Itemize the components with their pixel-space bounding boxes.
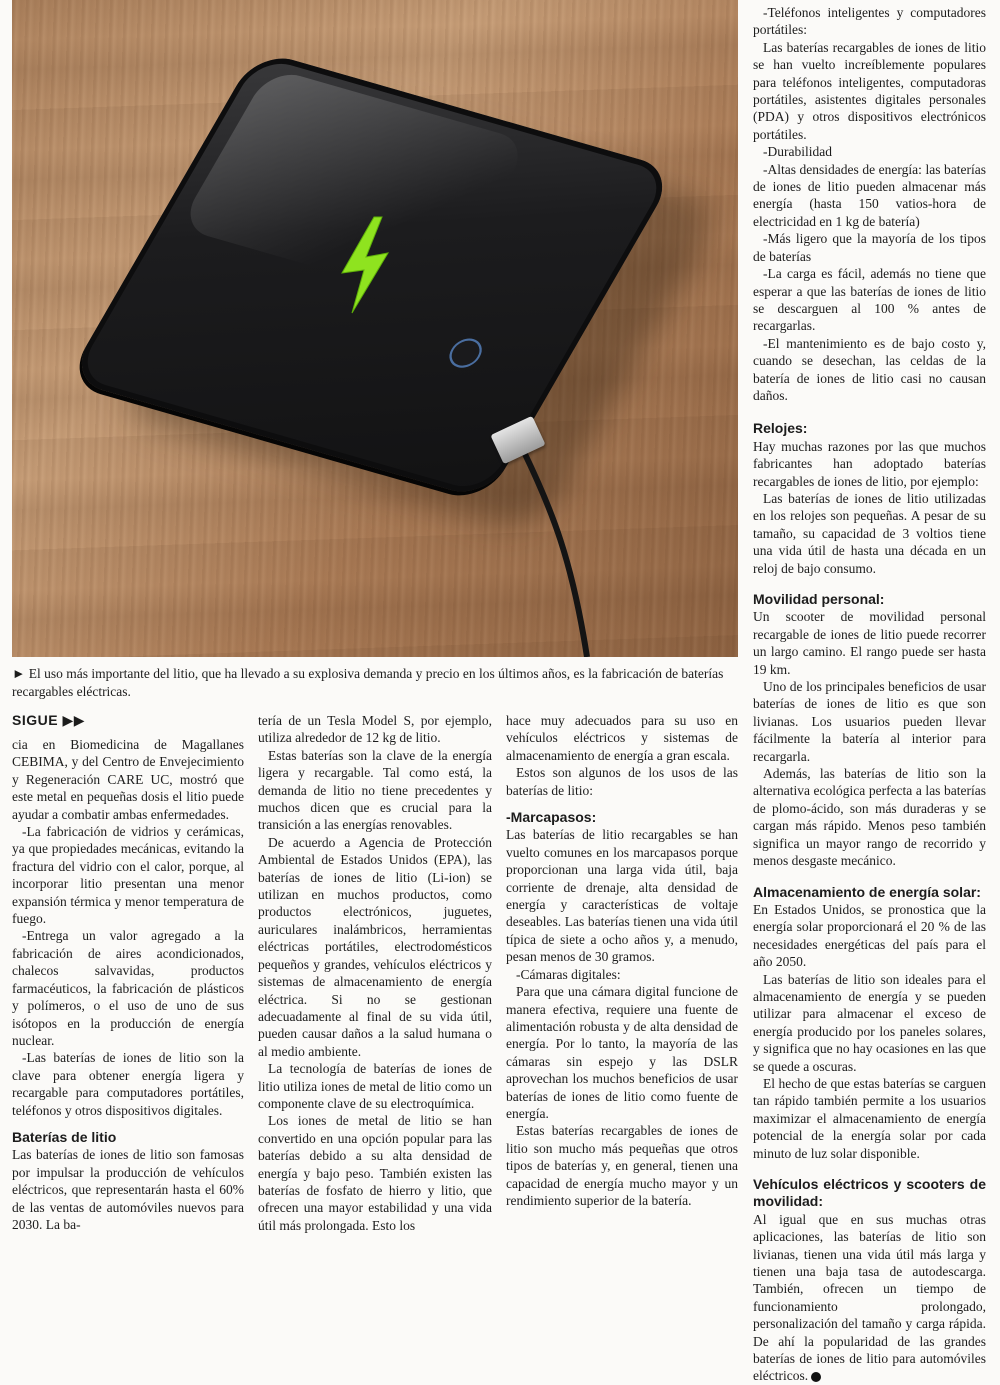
paragraph: -Durabilidad <box>763 144 832 160</box>
article-photo <box>12 0 738 657</box>
paragraph: Estas baterías recargables de iones de litio son mucho más pequeñas que otros tipos de baterías y, en general, tienen una capacidad de energía mucho mayor y un rendimiento superior de la batería. <box>506 1123 738 1208</box>
column-2 <box>258 712 492 1234</box>
paragraph: -El mantenimiento es de bajo costo y, cuando se desechan, las celdas de la batería de iones de litio casi no causan daños. <box>753 335 986 403</box>
paragraph: La tecnología de baterías de iones de litio utiliza iones de metal de litio como un componente clave de su electroquímica. <box>258 1061 492 1111</box>
paragraph: -Altas densidades de energía: las baterías de iones de litio pueden almacenar más energía (hasta 150 vatios-hora de electricidad en 1 kg de batería) <box>753 161 986 229</box>
photo-caption: ► El uso más importante del litio, que ha llevado a su explosiva demanda y precio en los últimos años, es la fabricación de baterías recargables eléctricas. <box>12 666 724 699</box>
paragraph: hace muy adecuados para su uso en vehículos eléctricos y sistemas de almacenamiento de energía a gran escala. <box>506 713 738 763</box>
paragraph: -Más ligero que la mayoría de los tipos de baterías <box>753 231 986 264</box>
section-heading: Relojes: <box>753 420 808 437</box>
paragraph: -Entrega un valor agregado a la fabricación de aires acondicionados, chalecos salvavidas, productos farmacéuticos, la fabricación de plásticos y polímeros, o el uso de uno de sus isótopos en la producción de energía nuclear. <box>12 928 244 1048</box>
section-heading: Baterías de litio <box>12 1128 117 1145</box>
home-button-icon <box>444 335 488 371</box>
end-of-article-icon <box>811 1372 821 1382</box>
paragraph: -Las baterías de iones de litio son la clave para obtener energía ligera y recargable para computadores portátiles, teléfonos y otros dispositivos digitales. <box>12 1050 244 1118</box>
paragraph: Estos son algunos de los usos de las baterías de litio: <box>506 765 738 798</box>
paragraph: Las baterías de litio son ideales para el almacenamiento de energía y se pueden utilizar para almacenar el exceso de energía producido por los paneles solares, y significa que no hay ocasiones en las que se quede a oscuras. <box>753 971 986 1074</box>
continue-marker: SIGUE ▶▶ <box>12 712 85 728</box>
paragraph: cia en Biomedicina de Magallanes CEBIMA, y del Centro de Envejecimiento y Regeneración CARE UC, mostró que este metal en pequeñas dosis el litio puede ayudar a combatir ambas enfermedades. <box>12 737 244 822</box>
paragraph: En Estados Unidos, se pronostica que la energía solar proporcionará el 20 % de las necesidades energéticas del país para el año 2050. <box>753 901 986 970</box>
column-3 <box>506 712 738 1209</box>
column-1 <box>12 736 244 1233</box>
paragraph: -La fabricación de vidrios y cerámicas, ya que propiedades mecánicas, evitando la fractura del vidrio con el calor, porque, al incorporar litio presentan una menor expansión térmica y menor temperatura de fuego. <box>12 824 244 927</box>
section-heading: Movilidad personal: <box>753 591 885 607</box>
paragraph: Para que una cámara digital funcione de manera efectiva, requiere una fuente de alimentación robusta y de alta densidad de energía. Por lo tanto, la mayoría de las cámaras sin espejo y las DSLR aprovechan los muchos beneficios de usar baterías de iones de litio como fuente de energía. <box>506 984 738 1121</box>
section-heading: Almacenamiento de energía solar: <box>753 883 981 900</box>
paragraph: Además, las baterías de litio son la alternativa ecológica perfecta a las baterías de plomo-ácido, son más duraderas y se cargan más rápido. Menos peso también significa un mayor rango de recorrido y menos desgaste mecánico. <box>753 766 986 869</box>
paragraph: De acuerdo a Agencia de Protección Ambiental de Estados Unidos (EPA), las baterías de iones de litio (Li-ion) se utilizan en muchos productos, como productos electrónicos, juguetes, auriculares inalámbricos, herramientas eléctricas portátiles, electrodomésticos pequeños y grandes, vehículos eléctricos y sistemas de almacenamiento de energía eléctrica. Si no se gestionan adecuadamente al final de su vida útil, pueden causar daños a la salud humana o al medio ambiente. <box>258 834 492 1059</box>
lightning-bolt-icon <box>334 215 394 315</box>
paragraph: -Cámaras digitales: <box>516 966 621 982</box>
paragraph: El hecho de que estas baterías se carguen tan rápido también permite a los usuarios maximizar el almacenamiento de energía potencial de la energía solar por cada minuto de luz solar disponible. <box>753 1075 986 1161</box>
paragraph: -Teléfonos inteligentes y computadores portátiles: <box>753 5 986 38</box>
section-heading: Vehículos eléctricos y scooters de movilidad: <box>753 1176 986 1210</box>
paragraph: tería de un Tesla Model S, por ejemplo, utiliza alrededor de 12 kg de litio. <box>258 713 492 746</box>
paragraph: Los iones de metal de litio se han convertido en una opción popular para las baterías debido a su alta densidad de energía y bajo peso. También existen las baterías de fosfato de hierro y litio, que ofrecen una mayor estabilidad y una vida útil más prolongada. Esto los <box>258 1113 492 1233</box>
paragraph: Uno de los principales beneficios de usar baterías de iones de litio es que son livianas. Los usuarios pueden llevar fácilmente la batería al interior para recargarla. <box>753 679 986 764</box>
paragraph-text: Al igual que en sus muchas otras aplicaciones, las baterías de litio son livianas, tienen una vida útil más larga y tienen una baja tasa de autodescarga. También, ofrecen un tiempo de funcionamiento prolongado, personalización del tamaño y carga rápida. De ahí la popularidad de las grandes baterías de iones de litio para automóviles eléctricos. <box>753 1211 986 1384</box>
paragraph: -La carga es fácil, además no tiene que esperar a que las baterías de iones de litio se descarguen al 100 % antes de recargarlas. <box>753 266 986 334</box>
paragraph <box>753 1211 986 1385</box>
paragraph: Estas baterías son la clave de la energía ligera y recargable. Tal como está, la demanda de litio no tiene precedentes y muchos dicen que es crucial para la transición a las energías renovables. <box>258 747 492 833</box>
paragraph: Un scooter de movilidad personal recargable de iones de litio puede recorrer un largo camino. El rango puede ser hasta 19 km. <box>753 609 986 677</box>
paragraph: Las baterías de iones de litio utilizadas en los relojes son pequeñas. A pesar de su tamaño, su capacidad de 3 voltios tiene una vida útil de hasta una década en un reloj de bajo consumo. <box>753 490 986 576</box>
paragraph: Las baterías de iones de litio son famosas por impulsar la producción de vehículos eléctricos, que representarán hasta el 60% de las ventas de automóviles nuevos para 2030. La ba- <box>12 1147 244 1232</box>
paragraph: Las baterías recargables de iones de litio se han vuelto increíblemente populares para teléfonos inteligentes, computadoras portátiles, asistentes digitales personales (PDA) y otros dispositivos electrónicos portátiles. <box>753 39 986 142</box>
column-4 <box>753 4 986 1385</box>
paragraph: Hay muchas razones por las que muchos fabricantes han adoptado baterías recargables de iones de litio, por ejemplo: <box>753 438 986 489</box>
paragraph: Las baterías de litio recargables se han vuelto comunes en los marcapasos porque proporcionan una larga vida útil, baja corriente de drenaje, alta densidad de energía y características de voltaje deseables. Las baterías tienen una vida útil típica de siete a ocho años y, a menudo, pesan menos de 30 gramos. <box>506 827 738 965</box>
section-heading: -Marcapasos: <box>506 809 597 826</box>
